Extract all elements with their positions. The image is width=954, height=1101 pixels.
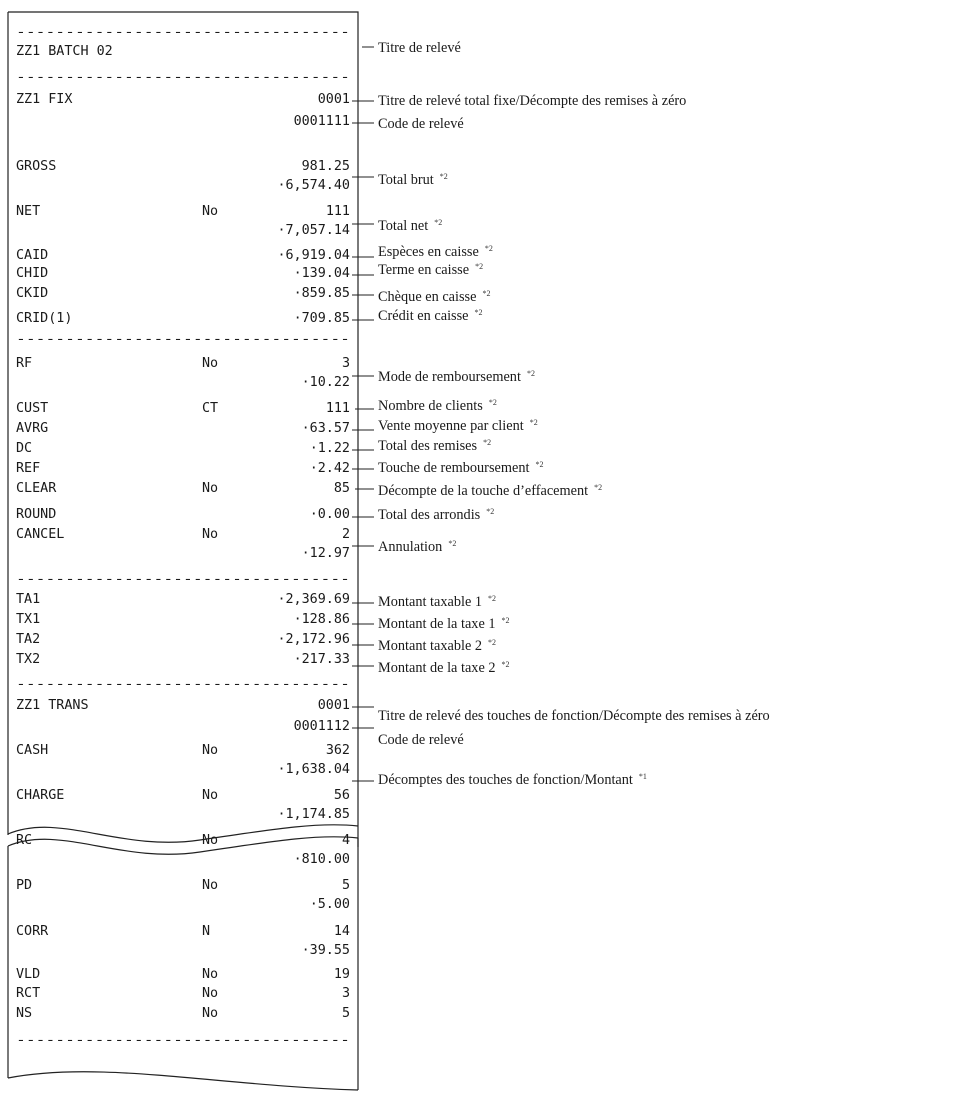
- receipt-line-label: CAID: [16, 248, 49, 263]
- annotation-footnote-marker: *2: [474, 308, 483, 317]
- receipt-line: [16, 592, 350, 607]
- separator-line: ----------------------------------: [16, 572, 350, 587]
- receipt-line-label: CUST: [16, 401, 49, 416]
- annotation-text: Décomptes des touches de fonction/Montant: [378, 772, 633, 788]
- receipt-line-label: ROUND: [16, 507, 57, 522]
- annotation-text: Terme en caisse: [378, 262, 470, 278]
- receipt-line: [302, 943, 350, 958]
- receipt-line-label: ZZ1 FIX: [16, 92, 73, 107]
- annotation-text: Touche de remboursement: [378, 460, 530, 476]
- receipt-line-mid: No: [202, 788, 219, 803]
- receipt-line-label: TA1: [16, 592, 41, 607]
- receipt-line-value: ·10.22: [301, 375, 350, 390]
- receipt-line-value: 3: [341, 986, 350, 1001]
- annotation-label: [378, 772, 647, 788]
- receipt-line-label: ZZ1 TRANS: [16, 698, 89, 713]
- receipt-line: [16, 788, 350, 803]
- receipt-line: [16, 698, 350, 713]
- annotation-label: [378, 660, 510, 676]
- receipt-line-label: RCT: [16, 986, 41, 1001]
- receipt-line-label: PD: [16, 878, 33, 893]
- receipt-line-mid: No: [202, 1006, 219, 1021]
- annotation-text: Chèque en caisse: [378, 289, 477, 305]
- annotation-footnote-marker: *2: [482, 289, 491, 298]
- receipt-line: [16, 967, 350, 982]
- annotation-label: [378, 369, 535, 385]
- receipt-line-mid: No: [202, 743, 219, 758]
- receipt-line-value: ·128.86: [293, 612, 350, 627]
- annotation-label: [378, 398, 497, 414]
- receipt-line: [16, 401, 350, 416]
- receipt-line: [277, 762, 350, 777]
- receipt-line-value: ·6,919.04: [277, 248, 350, 263]
- receipt-line-mid: CT: [202, 401, 219, 416]
- annotation-text: Décompte de la touche d’effacement: [378, 483, 589, 499]
- annotation-label: [378, 616, 510, 632]
- receipt-line-mid: N: [202, 924, 211, 939]
- receipt-line-value: 0001: [317, 698, 350, 713]
- annotation-label: [378, 262, 483, 278]
- receipt-line-value: 111: [325, 204, 350, 219]
- receipt-line-value: ·139.04: [293, 266, 350, 281]
- separator-line: ----------------------------------: [16, 332, 350, 347]
- receipt-line: [16, 924, 350, 939]
- receipt-line-value: ·63.57: [301, 421, 350, 436]
- annotation-text: Montant taxable 1: [378, 594, 483, 610]
- annotation-label: [378, 507, 494, 523]
- receipt-line: [294, 719, 350, 734]
- receipt-line: [16, 92, 350, 107]
- annotation-label: [378, 116, 464, 132]
- receipt-line-mid: No: [202, 356, 219, 371]
- annotation-footnote-marker: *2: [475, 262, 484, 271]
- receipt-line-value: ·6,574.40: [277, 178, 350, 193]
- receipt-line: [16, 461, 350, 476]
- annotation-text: Montant de la taxe 2: [378, 660, 496, 676]
- receipt-line: [277, 223, 350, 238]
- annotation-footnote-marker: *2: [488, 594, 497, 603]
- receipt-line-label: RF: [16, 356, 33, 371]
- annotation-text: Titre de relevé: [378, 40, 461, 56]
- separator-line: ----------------------------------: [16, 677, 350, 692]
- receipt-line: [16, 986, 350, 1001]
- receipt-line-mid: No: [202, 833, 219, 848]
- annotation-text: Titre de relevé total fixe/Décompte des remises à zéro: [378, 93, 687, 109]
- receipt-line-value: 5: [341, 878, 350, 893]
- receipt-line: [16, 356, 350, 371]
- annotation-footnote-marker: *2: [434, 218, 443, 227]
- annotation-label: [378, 638, 496, 654]
- receipt-line-value: ·217.33: [293, 652, 350, 667]
- receipt-line-value: ·12.97: [301, 546, 350, 561]
- receipt-line-value: ·0.00: [309, 507, 350, 522]
- receipt-line: [16, 159, 350, 174]
- receipt-line-value: ·810.00: [293, 852, 350, 867]
- receipt-line: [16, 441, 350, 456]
- receipt-line-label: CORR: [16, 924, 49, 939]
- receipt-line: [16, 632, 350, 647]
- separator-line: ----------------------------------: [16, 25, 350, 40]
- annotation-footnote-marker: *2: [448, 539, 457, 548]
- receipt-line: [302, 375, 350, 390]
- receipt-line-value: ·1,174.85: [277, 807, 350, 822]
- annotation-text: Montant taxable 2: [378, 638, 483, 654]
- annotation-text: Total brut: [378, 172, 434, 188]
- receipt-line: [16, 1006, 350, 1021]
- receipt-line-label: TA2: [16, 632, 41, 647]
- receipt-line: [16, 652, 350, 667]
- annotation-text: Total des arrondis: [378, 507, 481, 523]
- annotation-label: [378, 438, 491, 454]
- receipt-line-value: ·859.85: [293, 286, 350, 301]
- annotation-footnote-marker: *2: [501, 616, 510, 625]
- receipt-line-label: NS: [16, 1006, 33, 1021]
- annotation-label: [378, 460, 543, 476]
- receipt-line: [310, 897, 350, 912]
- receipt-line: [16, 421, 350, 436]
- annotation-footnote-marker: *2: [526, 369, 535, 378]
- annotation-text: Montant de la taxe 1: [378, 616, 496, 632]
- receipt-line: [16, 204, 350, 219]
- annotation-text: Titre de relevé des touches de fonction/Décompte des remises à zéro: [378, 708, 770, 724]
- annotation-label: [378, 483, 602, 499]
- annotation-text: Code de relevé: [378, 732, 464, 748]
- receipt-line-value: 2: [341, 527, 350, 542]
- receipt-line-mid: No: [202, 527, 219, 542]
- receipt-line-label: REF: [16, 461, 41, 476]
- receipt-line: [16, 311, 350, 326]
- annotation-label: [378, 93, 686, 109]
- receipt-line: [277, 807, 350, 822]
- receipt-line-mid: No: [202, 986, 219, 1001]
- receipt-line-mid: No: [202, 481, 219, 496]
- receipt-line: [16, 44, 113, 59]
- annotation-footnote-marker: *2: [439, 172, 448, 181]
- receipt-line-mid: No: [202, 204, 219, 219]
- receipt-line-label: GROSS: [16, 159, 57, 174]
- annotation-text: Total des remises: [378, 438, 478, 454]
- receipt-line-value: 14: [333, 924, 350, 939]
- receipt-line-value: 4: [341, 833, 350, 848]
- annotation-footnote-marker: *2: [484, 244, 493, 253]
- annotation-label: [378, 218, 442, 234]
- annotation-label: [378, 418, 538, 434]
- receipt-line-value: ·5.00: [309, 897, 350, 912]
- receipt-line-label: CLEAR: [16, 481, 57, 496]
- receipt-line-value: ·2.42: [309, 461, 350, 476]
- receipt-line: [16, 507, 350, 522]
- receipt-line-label: CHARGE: [16, 788, 65, 803]
- annotation-footnote-marker: *2: [594, 483, 603, 492]
- receipt-line-value: 0001111: [293, 114, 350, 129]
- receipt-line-label: AVRG: [16, 421, 49, 436]
- receipt-line-value: 56: [333, 788, 350, 803]
- receipt-line-label: VLD: [16, 967, 41, 982]
- annotation-footnote-marker: *2: [483, 438, 492, 447]
- annotation-text: Crédit en caisse: [378, 308, 469, 324]
- receipt-line: [16, 527, 350, 542]
- annotation-footnote-marker: *2: [488, 398, 497, 407]
- annotation-footnote-marker: *2: [501, 660, 510, 669]
- receipt-line-label: CKID: [16, 286, 49, 301]
- receipt-line: [302, 546, 350, 561]
- annotation-text: Mode de remboursement: [378, 369, 521, 385]
- receipt-line: [294, 852, 350, 867]
- receipt-line: [16, 286, 350, 301]
- receipt-line: [16, 612, 350, 627]
- receipt-line-label: CRID(1): [16, 311, 73, 326]
- receipt-line-value: ·7,057.14: [277, 223, 350, 238]
- receipt-line-label: CANCEL: [16, 527, 65, 542]
- receipt-line-value: 111: [325, 401, 350, 416]
- receipt-line: [16, 481, 350, 496]
- receipt-line-value: 0001: [317, 92, 350, 107]
- receipt-line-value: 3: [341, 356, 350, 371]
- separator-line: ----------------------------------: [16, 70, 350, 85]
- annotation-label: [378, 732, 464, 748]
- annotation-footnote-marker: *1: [638, 772, 647, 781]
- receipt-line-value: 0001112: [293, 719, 350, 734]
- receipt-line-label: RC: [16, 833, 33, 848]
- receipt-line-label: DC: [16, 441, 33, 456]
- receipt-line: [16, 878, 350, 893]
- receipt-rows: [16, 44, 350, 1021]
- annotation-label: [378, 708, 770, 724]
- receipt-line-label: ZZ1 BATCH 02: [16, 44, 113, 59]
- annotation-label: [378, 308, 483, 324]
- receipt-line-value: 362: [325, 743, 350, 758]
- receipt-line: [16, 743, 350, 758]
- receipt-line-value: 85: [333, 481, 350, 496]
- receipt-line-value: 5: [341, 1006, 350, 1021]
- receipt-line: [294, 114, 350, 129]
- receipt-line-label: CHID: [16, 266, 49, 281]
- paper-bottom-curve: [8, 1072, 358, 1090]
- separator-line: ----------------------------------: [16, 1033, 350, 1048]
- annotation-footnote-marker: *2: [535, 460, 544, 469]
- annotation-text: Code de relevé: [378, 116, 464, 132]
- receipt-line-value: ·39.55: [301, 943, 350, 958]
- annotation-label: [378, 244, 493, 260]
- annotation-text: Espèces en caisse: [378, 244, 479, 260]
- annotation-label: [378, 289, 490, 305]
- annotation-label: [378, 172, 448, 188]
- receipt-line-label: TX1: [16, 612, 41, 627]
- receipt-line-value: ·2,369.69: [277, 592, 350, 607]
- annotation-text: Nombre de clients: [378, 398, 483, 414]
- receipt-line-value: ·709.85: [293, 311, 350, 326]
- receipt-line-label: TX2: [16, 652, 41, 667]
- annotation-footnote-marker: *2: [488, 638, 497, 647]
- receipt-line-value: ·2,172.96: [277, 632, 350, 647]
- annotation-labels: [378, 40, 770, 788]
- annotation-text: Total net: [378, 218, 429, 234]
- receipt-line-mid: No: [202, 878, 219, 893]
- receipt-line: [16, 248, 350, 263]
- receipt-line: [277, 178, 350, 193]
- annotation-label: [378, 594, 496, 610]
- receipt-line-label: NET: [16, 204, 41, 219]
- receipt-line-mid: No: [202, 967, 219, 982]
- annotation-label: [378, 539, 456, 555]
- receipt-line-value: 19: [333, 967, 350, 982]
- annotation-text: Annulation: [378, 539, 443, 555]
- receipt-line-value: ·1.22: [309, 441, 350, 456]
- annotation-text: Vente moyenne par client: [378, 418, 524, 434]
- annotation-footnote-marker: *2: [529, 418, 538, 427]
- receipt-line-value: ·1,638.04: [277, 762, 350, 777]
- leader-lines: [352, 47, 374, 781]
- receipt-line-value: 981.25: [301, 159, 350, 174]
- annotation-footnote-marker: *2: [486, 507, 495, 516]
- receipt-line: [16, 266, 350, 281]
- receipt-line-label: CASH: [16, 743, 49, 758]
- annotation-label: [378, 40, 461, 56]
